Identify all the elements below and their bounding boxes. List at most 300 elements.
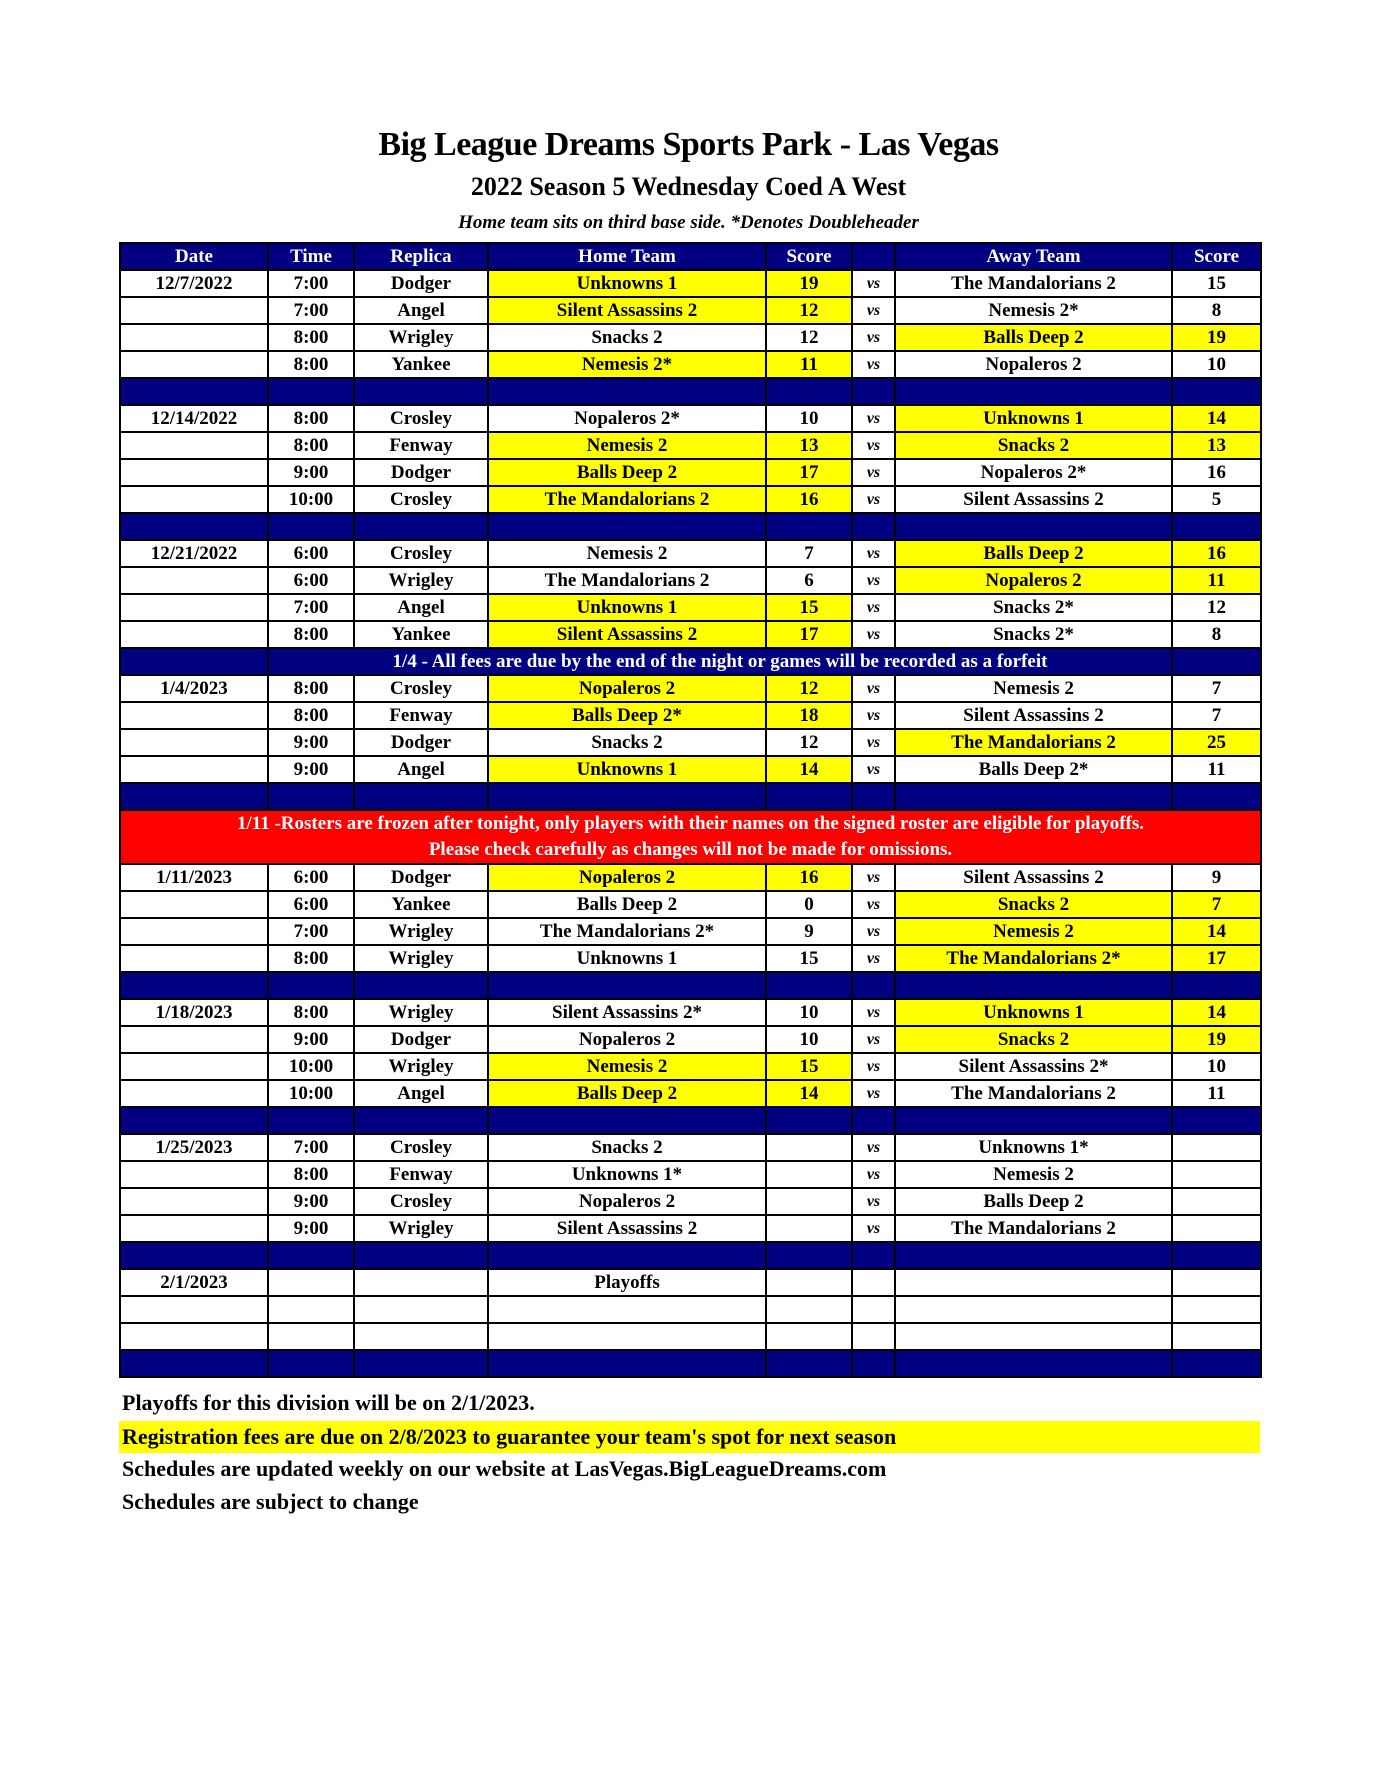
separator-cell <box>120 783 268 810</box>
home-score <box>766 1188 852 1215</box>
game-time: 6:00 <box>268 891 354 918</box>
game-row <box>120 702 1261 729</box>
home-score: 17 <box>766 459 852 486</box>
vs-label: vs <box>852 999 895 1026</box>
home-score: 7 <box>766 540 852 567</box>
field-replica: Crosley <box>354 540 488 567</box>
game-row <box>120 270 1261 297</box>
game-time: 10:00 <box>268 1053 354 1080</box>
home-score <box>766 1161 852 1188</box>
field-replica: Wrigley <box>354 567 488 594</box>
separator-cell <box>488 783 766 810</box>
away-score <box>1172 1215 1261 1242</box>
away-score: 9 <box>1172 864 1261 891</box>
field-replica: Yankee <box>354 621 488 648</box>
vs-label: vs <box>852 891 895 918</box>
game-row <box>120 891 1261 918</box>
away-team: Nemesis 2* <box>895 297 1172 324</box>
home-team: Unknowns 1 <box>488 756 766 783</box>
game-time: 7:00 <box>268 918 354 945</box>
empty-cell <box>268 1323 354 1350</box>
separator-cell <box>766 1350 852 1377</box>
vs-label: vs <box>852 594 895 621</box>
away-team: Balls Deep 2 <box>895 540 1172 567</box>
game-date <box>120 567 268 594</box>
col-home-score: Score <box>766 243 852 270</box>
field-replica: Angel <box>354 1080 488 1107</box>
field-replica: Fenway <box>354 1161 488 1188</box>
home-score: 14 <box>766 756 852 783</box>
game-time: 7:00 <box>268 594 354 621</box>
home-score: 19 <box>766 270 852 297</box>
field-replica: Angel <box>354 594 488 621</box>
vs-label: vs <box>852 270 895 297</box>
separator-cell <box>268 513 354 540</box>
away-team: The Mandalorians 2 <box>895 270 1172 297</box>
separator-cell <box>120 513 268 540</box>
week-separator <box>120 1242 1261 1269</box>
separator-cell <box>268 783 354 810</box>
game-date <box>120 621 268 648</box>
game-date <box>120 297 268 324</box>
week-separator <box>120 378 1261 405</box>
separator-cell <box>1172 648 1261 675</box>
away-score: 11 <box>1172 756 1261 783</box>
away-score: 7 <box>1172 891 1261 918</box>
home-team: Silent Assassins 2 <box>488 621 766 648</box>
home-team: Silent Assassins 2 <box>488 1215 766 1242</box>
game-row <box>120 1188 1261 1215</box>
away-score: 16 <box>1172 459 1261 486</box>
home-team: Balls Deep 2 <box>488 1080 766 1107</box>
game-row <box>120 1026 1261 1053</box>
playoffs-label: Playoffs <box>488 1269 766 1296</box>
away-score: 10 <box>1172 351 1261 378</box>
away-score: 19 <box>1172 324 1261 351</box>
away-team: Nopaleros 2 <box>895 567 1172 594</box>
game-row <box>120 405 1261 432</box>
field-replica: Dodger <box>354 1026 488 1053</box>
away-team: The Mandalorians 2 <box>895 729 1172 756</box>
col-time: Time <box>268 243 354 270</box>
away-score: 11 <box>1172 567 1261 594</box>
empty-cell <box>120 1296 268 1323</box>
empty-cell <box>1172 1269 1261 1296</box>
away-team: Balls Deep 2 <box>895 324 1172 351</box>
week-separator <box>120 972 1261 999</box>
separator-cell <box>488 378 766 405</box>
game-time: 9:00 <box>268 1026 354 1053</box>
empty-row <box>120 1296 1261 1323</box>
home-team: Nopaleros 2 <box>488 675 766 702</box>
separator-cell <box>488 1242 766 1269</box>
col-away-team: Away Team <box>895 243 1172 270</box>
away-score: 12 <box>1172 594 1261 621</box>
empty-cell <box>895 1296 1172 1323</box>
away-team: Snacks 2 <box>895 1026 1172 1053</box>
page-title: Big League Dreams Sports Park - Las Vegas <box>378 126 999 163</box>
home-score: 17 <box>766 621 852 648</box>
separator-cell <box>488 513 766 540</box>
game-time: 6:00 <box>268 864 354 891</box>
empty-cell <box>120 1323 268 1350</box>
field-replica: Dodger <box>354 270 488 297</box>
away-team: Nemesis 2 <box>895 1161 1172 1188</box>
separator-cell <box>895 1107 1172 1134</box>
page-subtitle: 2022 Season 5 Wednesday Coed A West <box>470 172 907 201</box>
away-score: 14 <box>1172 918 1261 945</box>
home-score: 15 <box>766 945 852 972</box>
game-row <box>120 621 1261 648</box>
away-team: Unknowns 1 <box>895 999 1172 1026</box>
col-away-score: Score <box>1172 243 1261 270</box>
game-date <box>120 1053 268 1080</box>
separator-cell <box>488 1350 766 1377</box>
game-date: 12/21/2022 <box>120 540 268 567</box>
game-row <box>120 1053 1261 1080</box>
home-team: Balls Deep 2* <box>488 702 766 729</box>
home-team: The Mandalorians 2 <box>488 486 766 513</box>
game-time: 8:00 <box>268 621 354 648</box>
away-team: Silent Assassins 2 <box>895 702 1172 729</box>
col-replica: Replica <box>354 243 488 270</box>
game-date <box>120 756 268 783</box>
separator-cell <box>852 783 895 810</box>
game-time: 8:00 <box>268 432 354 459</box>
home-team: Snacks 2 <box>488 729 766 756</box>
field-replica: Wrigley <box>354 324 488 351</box>
away-score <box>1172 1134 1261 1161</box>
home-team: Silent Assassins 2 <box>488 297 766 324</box>
home-score: 10 <box>766 999 852 1026</box>
field-replica: Dodger <box>354 729 488 756</box>
away-score: 11 <box>1172 1080 1261 1107</box>
away-score: 16 <box>1172 540 1261 567</box>
home-team: Silent Assassins 2* <box>488 999 766 1026</box>
away-score: 8 <box>1172 297 1261 324</box>
empty-cell <box>1172 1323 1261 1350</box>
col-vs <box>852 243 895 270</box>
col-date: Date <box>120 243 268 270</box>
game-row <box>120 459 1261 486</box>
away-score: 19 <box>1172 1026 1261 1053</box>
home-team: Snacks 2 <box>488 1134 766 1161</box>
home-score: 12 <box>766 324 852 351</box>
separator-cell <box>268 972 354 999</box>
away-team: The Mandalorians 2 <box>895 1080 1172 1107</box>
home-score: 13 <box>766 432 852 459</box>
game-date: 1/25/2023 <box>120 1134 268 1161</box>
game-row <box>120 486 1261 513</box>
vs-label: vs <box>852 351 895 378</box>
field-replica: Angel <box>354 756 488 783</box>
separator-cell <box>354 513 488 540</box>
separator-cell <box>895 1242 1172 1269</box>
away-team: Balls Deep 2* <box>895 756 1172 783</box>
empty-cell <box>488 1323 766 1350</box>
away-score: 17 <box>1172 945 1261 972</box>
home-team: Unknowns 1 <box>488 270 766 297</box>
field-replica: Wrigley <box>354 1053 488 1080</box>
separator-cell <box>120 972 268 999</box>
footer-website: Schedules are updated weekly on our website at LasVegas.BigLeagueDreams.com <box>122 1456 887 1481</box>
separator-cell <box>354 972 488 999</box>
empty-cell <box>852 1323 895 1350</box>
empty-cell <box>895 1323 1172 1350</box>
field-replica: Wrigley <box>354 945 488 972</box>
away-score: 7 <box>1172 702 1261 729</box>
game-date: 1/18/2023 <box>120 999 268 1026</box>
separator-cell <box>766 513 852 540</box>
game-date <box>120 1188 268 1215</box>
home-team: Unknowns 1 <box>488 594 766 621</box>
empty-cell <box>354 1323 488 1350</box>
home-team: Unknowns 1* <box>488 1161 766 1188</box>
away-team: Silent Assassins 2 <box>895 486 1172 513</box>
doubleheader-note: Home team sits on third base side. *Denotes Doubleheader <box>458 212 919 233</box>
game-row <box>120 297 1261 324</box>
vs-label: vs <box>852 567 895 594</box>
game-time: 8:00 <box>268 324 354 351</box>
vs-label: vs <box>852 486 895 513</box>
home-team: Nemesis 2 <box>488 540 766 567</box>
game-row <box>120 999 1261 1026</box>
field-replica: Dodger <box>354 459 488 486</box>
separator-cell <box>354 1242 488 1269</box>
field-replica: Crosley <box>354 405 488 432</box>
game-date <box>120 594 268 621</box>
separator-cell <box>895 1350 1172 1377</box>
empty-cell <box>766 1269 852 1296</box>
field-replica: Crosley <box>354 1188 488 1215</box>
game-time: 9:00 <box>268 459 354 486</box>
field-replica: Dodger <box>354 864 488 891</box>
game-date <box>120 459 268 486</box>
game-date <box>120 1080 268 1107</box>
game-time: 8:00 <box>268 999 354 1026</box>
field-replica: Wrigley <box>354 999 488 1026</box>
game-date <box>120 1026 268 1053</box>
game-time: 7:00 <box>268 1134 354 1161</box>
home-score: 15 <box>766 1053 852 1080</box>
away-score: 14 <box>1172 405 1261 432</box>
game-time: 8:00 <box>268 351 354 378</box>
week-separator <box>120 783 1261 810</box>
vs-label: vs <box>852 1161 895 1188</box>
separator-cell <box>852 378 895 405</box>
vs-label: vs <box>852 297 895 324</box>
week-separator <box>120 1107 1261 1134</box>
week-separator <box>120 1350 1261 1377</box>
empty-cell <box>766 1296 852 1323</box>
separator-cell <box>488 1107 766 1134</box>
separator-cell <box>766 783 852 810</box>
game-date <box>120 351 268 378</box>
empty-row <box>120 1323 1261 1350</box>
separator-cell <box>766 378 852 405</box>
roster-banner <box>120 810 1261 864</box>
game-row <box>120 1134 1261 1161</box>
separator-cell <box>895 378 1172 405</box>
home-team: Nopaleros 2 <box>488 1188 766 1215</box>
away-team: Silent Assassins 2 <box>895 864 1172 891</box>
game-row <box>120 324 1261 351</box>
game-time: 10:00 <box>268 1080 354 1107</box>
away-score: 14 <box>1172 999 1261 1026</box>
away-team: Snacks 2* <box>895 594 1172 621</box>
empty-cell <box>852 1269 895 1296</box>
footer-registration: Registration fees are due on 2/8/2023 to guarantee your team's spot for next season <box>119 1421 1260 1453</box>
home-team: Snacks 2 <box>488 324 766 351</box>
away-team: The Mandalorians 2* <box>895 945 1172 972</box>
game-row <box>120 756 1261 783</box>
vs-label: vs <box>852 1026 895 1053</box>
home-team: The Mandalorians 2* <box>488 918 766 945</box>
game-time: 8:00 <box>268 405 354 432</box>
field-replica: Crosley <box>354 675 488 702</box>
separator-cell <box>1172 378 1261 405</box>
home-score: 18 <box>766 702 852 729</box>
vs-label: vs <box>852 459 895 486</box>
separator-cell <box>1172 1107 1261 1134</box>
away-team: Snacks 2 <box>895 432 1172 459</box>
home-team: Balls Deep 2 <box>488 891 766 918</box>
separator-cell <box>895 972 1172 999</box>
away-team: Nemesis 2 <box>895 675 1172 702</box>
separator-cell <box>120 1350 268 1377</box>
home-team: Nopaleros 2 <box>488 1026 766 1053</box>
empty-cell <box>488 1296 766 1323</box>
game-row <box>120 351 1261 378</box>
home-score: 12 <box>766 675 852 702</box>
away-team: Unknowns 1 <box>895 405 1172 432</box>
game-time: 9:00 <box>268 1215 354 1242</box>
game-date <box>120 1215 268 1242</box>
home-score: 10 <box>766 1026 852 1053</box>
away-score: 8 <box>1172 621 1261 648</box>
vs-label: vs <box>852 1215 895 1242</box>
game-row <box>120 540 1261 567</box>
col-home-team: Home Team <box>488 243 766 270</box>
playoffs-row <box>120 1269 1261 1296</box>
field-replica: Fenway <box>354 432 488 459</box>
away-team: Nopaleros 2 <box>895 351 1172 378</box>
home-team: The Mandalorians 2 <box>488 567 766 594</box>
field-replica: Angel <box>354 297 488 324</box>
game-row <box>120 918 1261 945</box>
home-team: Nemesis 2 <box>488 1053 766 1080</box>
empty-cell <box>268 1296 354 1323</box>
separator-cell <box>120 648 268 675</box>
separator-cell <box>120 1107 268 1134</box>
separator-cell <box>268 1242 354 1269</box>
vs-label: vs <box>852 405 895 432</box>
away-score: 7 <box>1172 675 1261 702</box>
separator-cell <box>268 378 354 405</box>
roster-banner-line2: Please check carefully as changes will not be made for omissions. <box>428 839 953 860</box>
vs-label: vs <box>852 918 895 945</box>
game-time: 8:00 <box>268 702 354 729</box>
game-row <box>120 1080 1261 1107</box>
home-score: 12 <box>766 297 852 324</box>
home-team: Nopaleros 2 <box>488 864 766 891</box>
game-date: 12/7/2022 <box>120 270 268 297</box>
separator-cell <box>120 378 268 405</box>
vs-label: vs <box>852 756 895 783</box>
vs-label: vs <box>852 621 895 648</box>
separator-cell <box>1172 1350 1261 1377</box>
home-score: 10 <box>766 405 852 432</box>
separator-cell <box>488 972 766 999</box>
home-score: 6 <box>766 567 852 594</box>
field-replica: Fenway <box>354 702 488 729</box>
vs-label: vs <box>852 540 895 567</box>
separator-cell <box>268 1350 354 1377</box>
away-team: Silent Assassins 2* <box>895 1053 1172 1080</box>
separator-cell <box>852 1107 895 1134</box>
away-team: Unknowns 1* <box>895 1134 1172 1161</box>
game-time: 6:00 <box>268 540 354 567</box>
game-date <box>120 324 268 351</box>
away-score: 5 <box>1172 486 1261 513</box>
separator-cell <box>895 513 1172 540</box>
game-date <box>120 702 268 729</box>
game-date: 1/11/2023 <box>120 864 268 891</box>
roster-banner-line1: 1/11 -Rosters are frozen after tonight, only players with their names on the signed roster are eligible for playoffs. <box>237 813 1144 834</box>
vs-label: vs <box>852 1134 895 1161</box>
game-time: 6:00 <box>268 567 354 594</box>
separator-cell <box>766 1242 852 1269</box>
table-header-row <box>120 243 1261 270</box>
separator-cell <box>120 1242 268 1269</box>
separator-cell <box>766 972 852 999</box>
vs-label: vs <box>852 864 895 891</box>
vs-label: vs <box>852 432 895 459</box>
away-score: 10 <box>1172 1053 1261 1080</box>
home-score: 9 <box>766 918 852 945</box>
game-date <box>120 1161 268 1188</box>
home-score: 12 <box>766 729 852 756</box>
empty-cell <box>895 1269 1172 1296</box>
game-time: 9:00 <box>268 1188 354 1215</box>
game-row <box>120 567 1261 594</box>
separator-cell <box>1172 1242 1261 1269</box>
home-team: Nopaleros 2* <box>488 405 766 432</box>
game-row <box>120 1161 1261 1188</box>
separator-cell <box>852 1350 895 1377</box>
empty-cell <box>268 1269 354 1296</box>
game-date: 1/4/2023 <box>120 675 268 702</box>
separator-cell <box>852 972 895 999</box>
game-date <box>120 945 268 972</box>
vs-label: vs <box>852 702 895 729</box>
footer-change: Schedules are subject to change <box>122 1489 419 1514</box>
game-date <box>120 891 268 918</box>
empty-cell <box>354 1296 488 1323</box>
game-time: 9:00 <box>268 729 354 756</box>
vs-label: vs <box>852 1188 895 1215</box>
separator-cell <box>766 1107 852 1134</box>
game-time: 7:00 <box>268 270 354 297</box>
home-score <box>766 1215 852 1242</box>
schedule-table <box>119 242 1262 1378</box>
week-separator <box>120 513 1261 540</box>
field-replica: Wrigley <box>354 1215 488 1242</box>
game-date <box>120 918 268 945</box>
roster-banner-row <box>120 810 1261 864</box>
home-score: 15 <box>766 594 852 621</box>
game-row <box>120 1215 1261 1242</box>
